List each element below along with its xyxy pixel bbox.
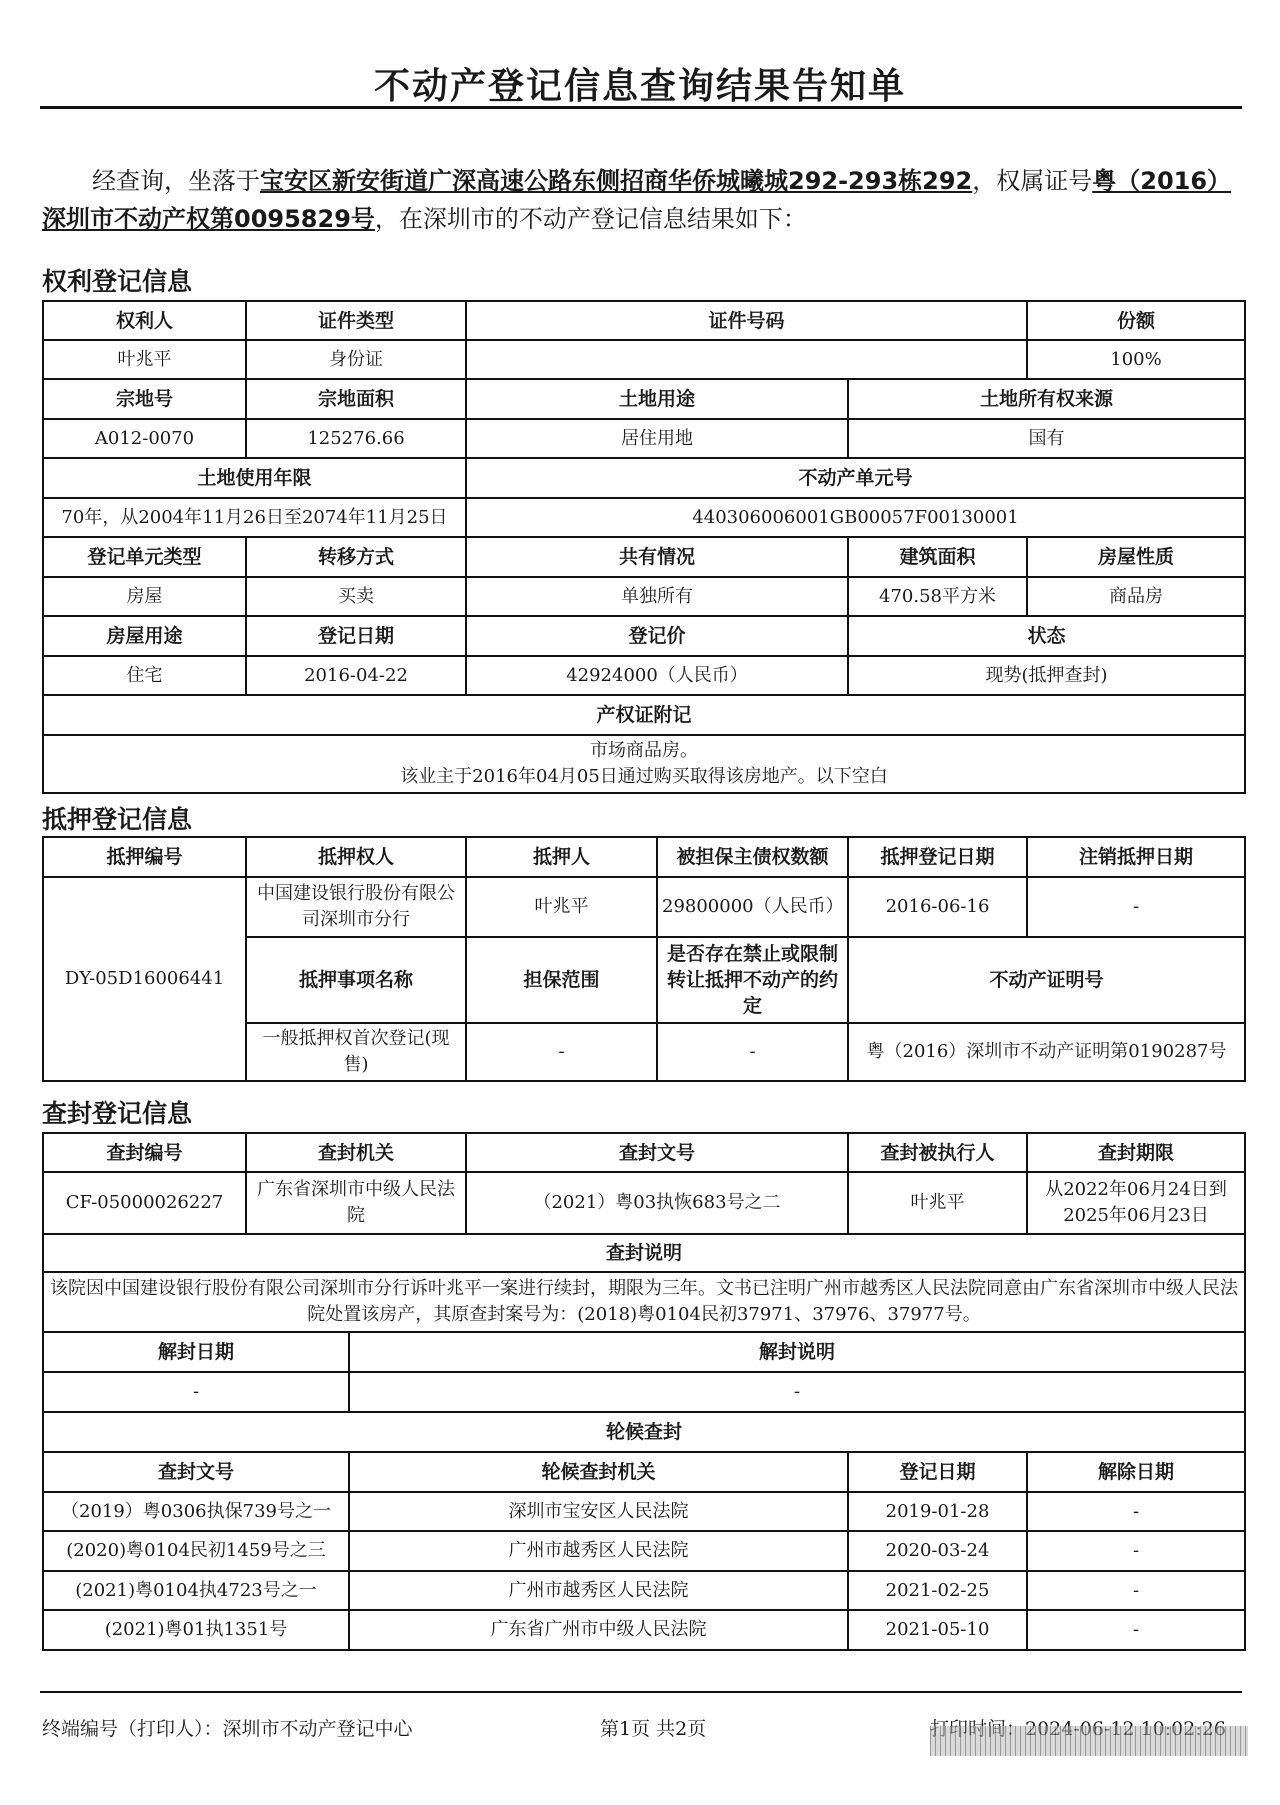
header-cell: 抵押编号 bbox=[43, 837, 246, 877]
header-cell: 抵押登记日期 bbox=[848, 837, 1027, 877]
cell: （2019）粤0306执保739号之一 bbox=[43, 1492, 349, 1531]
cell: 叶兆平 bbox=[848, 1172, 1027, 1234]
table-row bbox=[43, 1571, 1245, 1610]
rights-section-title: 权利登记信息 bbox=[42, 267, 193, 296]
intro-text-1: 经查询，坐落于 bbox=[92, 167, 260, 195]
cell: 2019-01-28 bbox=[848, 1492, 1027, 1531]
seal-section-title: 查封登记信息 bbox=[42, 1099, 193, 1128]
header-cell: 查封文号 bbox=[466, 1133, 848, 1172]
cell: - bbox=[1027, 1610, 1245, 1650]
header-cell: 建筑面积 bbox=[848, 537, 1027, 577]
cell: 深圳市宝安区人民法院 bbox=[349, 1492, 848, 1531]
header-cell: 查封被执行人 bbox=[848, 1133, 1027, 1172]
cell: 居住用地 bbox=[466, 419, 848, 458]
header-cell: 是否存在禁止或限制转让抵押不动产的约定 bbox=[657, 937, 848, 1023]
table-row bbox=[43, 577, 1245, 616]
cell: （2021）粤03执恢683号之二 bbox=[466, 1172, 848, 1234]
cell: 42924000（人民币） bbox=[466, 656, 848, 695]
table-row bbox=[43, 616, 1245, 656]
cell: 2016-04-22 bbox=[246, 656, 466, 695]
header-cell: 登记单元类型 bbox=[43, 537, 246, 577]
cell: 广东省深圳市中级人民法院 bbox=[246, 1172, 466, 1234]
table-row bbox=[43, 1272, 1245, 1332]
header-cell: 查封编号 bbox=[43, 1133, 246, 1172]
cell: 叶兆平 bbox=[466, 877, 657, 937]
header-cell: 轮候查封机关 bbox=[349, 1452, 848, 1492]
cell: - bbox=[1027, 1571, 1245, 1610]
cell: 70年，从2004年11月26日至2074年11月25日 bbox=[43, 498, 466, 537]
header-cell: 查封期限 bbox=[1027, 1133, 1245, 1172]
cell: CF-05000026227 bbox=[43, 1172, 246, 1234]
rights-table bbox=[42, 300, 1246, 794]
cell: 粤（2016）深圳市不动产证明第0190287号 bbox=[848, 1023, 1245, 1081]
intro-paragraph bbox=[42, 162, 1242, 238]
header-cell: 不动产单元号 bbox=[466, 458, 1245, 498]
header-cell: 被担保主债权数额 bbox=[657, 837, 848, 877]
cell: 广东省广州市中级人民法院 bbox=[349, 1610, 848, 1650]
header-cell: 解除日期 bbox=[1027, 1452, 1245, 1492]
cell: 广州市越秀区人民法院 bbox=[349, 1571, 848, 1610]
table-row bbox=[43, 498, 1245, 537]
header-cell: 登记日期 bbox=[848, 1452, 1027, 1492]
cell: - bbox=[43, 1372, 349, 1412]
note-line: 市场商品房。 bbox=[590, 740, 698, 761]
header-cell: 房屋性质 bbox=[1027, 537, 1245, 577]
certificate-note-cell bbox=[43, 735, 1245, 793]
seal-table bbox=[42, 1132, 1246, 1651]
cell: 买卖 bbox=[246, 577, 466, 616]
header-cell: 查封机关 bbox=[246, 1133, 466, 1172]
mortgage-section-title: 抵押登记信息 bbox=[42, 805, 193, 834]
header-cell: 查封文号 bbox=[43, 1452, 349, 1492]
header-cell: 共有情况 bbox=[466, 537, 848, 577]
header-cell: 土地用途 bbox=[466, 379, 848, 419]
cell: - bbox=[349, 1372, 1245, 1412]
header-cell: 注销抵押日期 bbox=[1027, 837, 1245, 877]
cell: A012-0070 bbox=[43, 419, 246, 458]
title-divider bbox=[40, 106, 1242, 109]
cell: 单独所有 bbox=[466, 577, 848, 616]
table-row bbox=[43, 735, 1245, 793]
table-row bbox=[43, 379, 1245, 419]
table-row bbox=[43, 301, 1245, 340]
cell: 国有 bbox=[848, 419, 1245, 458]
table-row bbox=[43, 877, 1245, 937]
footer-divider bbox=[40, 1691, 1242, 1693]
cell: 440306006001GB00057F00130001 bbox=[466, 498, 1245, 537]
table-row bbox=[43, 1372, 1245, 1412]
table-row bbox=[43, 1492, 1245, 1531]
cell: - bbox=[1027, 877, 1245, 937]
mortgage-id-cell: DY-05D16006441 bbox=[43, 877, 246, 1081]
property-location: 宝安区新安街道广深高速公路东侧招商华侨城曦城292-293栋292 bbox=[260, 167, 973, 195]
header-cell: 土地使用年限 bbox=[43, 458, 466, 498]
cell: (2021)粤0104执4723号之一 bbox=[43, 1571, 349, 1610]
header-cell: 证件号码 bbox=[466, 301, 1027, 340]
cell: 从2022年06月24日到2025年06月23日 bbox=[1027, 1172, 1245, 1234]
header-cell: 抵押权人 bbox=[246, 837, 466, 877]
header-cell: 房屋用途 bbox=[43, 616, 246, 656]
header-cell: 解封日期 bbox=[43, 1332, 349, 1372]
table-row bbox=[43, 419, 1245, 458]
cell: 2016-06-16 bbox=[848, 877, 1027, 937]
header-cell: 抵押人 bbox=[466, 837, 657, 877]
header-cell: 宗地号 bbox=[43, 379, 246, 419]
cell: - bbox=[466, 1023, 657, 1081]
cell: 125276.66 bbox=[246, 419, 466, 458]
header-cell: 担保范围 bbox=[466, 937, 657, 1023]
cell: 商品房 bbox=[1027, 577, 1245, 616]
table-row bbox=[43, 458, 1245, 498]
table-row bbox=[43, 1332, 1245, 1372]
table-row bbox=[43, 1412, 1245, 1452]
seal-description-cell: 该院因中国建设银行股份有限公司深圳市分行诉叶兆平一案进行续封，期限为三年。文书已注明广州市越秀区人民法院同意由广东省深圳市中级人民法院处置该房产，其原查封案号为：(2018)粤0104民初37971、37976、37977号。 bbox=[43, 1272, 1245, 1332]
header-cell: 产权证附记 bbox=[43, 695, 1245, 735]
note-line: 该业主于2016年04月05日通过购买取得该房地产。以下空白 bbox=[400, 766, 888, 787]
header-cell: 权利人 bbox=[43, 301, 246, 340]
intro-text-2: ，权属证号 bbox=[972, 167, 1093, 195]
document-title: 不动产登记信息查询结果告知单 bbox=[373, 66, 906, 107]
table-row bbox=[43, 695, 1245, 735]
mortgage-table bbox=[42, 836, 1246, 1082]
table-row bbox=[43, 656, 1245, 695]
cell: 中国建设银行股份有限公司深圳市分行 bbox=[246, 877, 466, 937]
header-cell: 转移方式 bbox=[246, 537, 466, 577]
cell: 470.58平方米 bbox=[848, 577, 1027, 616]
cell: 身份证 bbox=[246, 340, 466, 379]
header-cell: 登记日期 bbox=[246, 616, 466, 656]
cell: 一般抵押权首次登记(现售) bbox=[246, 1023, 466, 1081]
cell: 29800000（人民币） bbox=[657, 877, 848, 937]
header-cell: 证件类型 bbox=[246, 301, 466, 340]
table-row bbox=[43, 1133, 1245, 1172]
cell: 叶兆平 bbox=[43, 340, 246, 379]
table-row bbox=[43, 1452, 1245, 1492]
header-cell: 解封说明 bbox=[349, 1332, 1245, 1372]
redaction-scribble bbox=[930, 1726, 1248, 1756]
header-cell: 轮候查封 bbox=[43, 1412, 1245, 1452]
ownership-certificate-number: 粤（2016）深圳市不动产权第0095829号 bbox=[42, 167, 1232, 233]
header-cell: 登记价 bbox=[466, 616, 848, 656]
cell: 2021-02-25 bbox=[848, 1571, 1027, 1610]
intro-text-3: ，在深圳市的不动产登记信息结果如下： bbox=[374, 205, 807, 233]
cell: - bbox=[657, 1023, 848, 1081]
header-cell: 宗地面积 bbox=[246, 379, 466, 419]
cell: - bbox=[1027, 1492, 1245, 1531]
table-row bbox=[43, 1172, 1245, 1234]
cell: 广州市越秀区人民法院 bbox=[349, 1531, 848, 1571]
table-row bbox=[43, 1234, 1245, 1272]
cell: 房屋 bbox=[43, 577, 246, 616]
cell: 100% bbox=[1027, 340, 1245, 379]
header-cell: 抵押事项名称 bbox=[246, 937, 466, 1023]
cell bbox=[466, 340, 1027, 379]
footer-terminal: 终端编号（打印人）：深圳市不动产登记中心 bbox=[42, 1718, 413, 1740]
header-cell: 查封说明 bbox=[43, 1234, 1245, 1272]
table-row bbox=[43, 1531, 1245, 1571]
cell: 2021-05-10 bbox=[848, 1610, 1027, 1650]
table-row bbox=[43, 1610, 1245, 1650]
footer-page-number: 第1页 共2页 bbox=[600, 1718, 707, 1740]
header-cell: 份额 bbox=[1027, 301, 1245, 340]
header-cell: 状态 bbox=[848, 616, 1245, 656]
table-row bbox=[43, 837, 1245, 877]
header-cell: 土地所有权来源 bbox=[848, 379, 1245, 419]
cell: (2021)粤01执1351号 bbox=[43, 1610, 349, 1650]
cell: (2020)粤0104民初1459号之三 bbox=[43, 1531, 349, 1571]
cell: 现势(抵押查封) bbox=[848, 656, 1245, 695]
cell: 2020-03-24 bbox=[848, 1531, 1027, 1571]
cell: 住宅 bbox=[43, 656, 246, 695]
cell: - bbox=[1027, 1531, 1245, 1571]
table-row bbox=[43, 340, 1245, 379]
table-row bbox=[43, 537, 1245, 577]
header-cell: 不动产证明号 bbox=[848, 937, 1245, 1023]
